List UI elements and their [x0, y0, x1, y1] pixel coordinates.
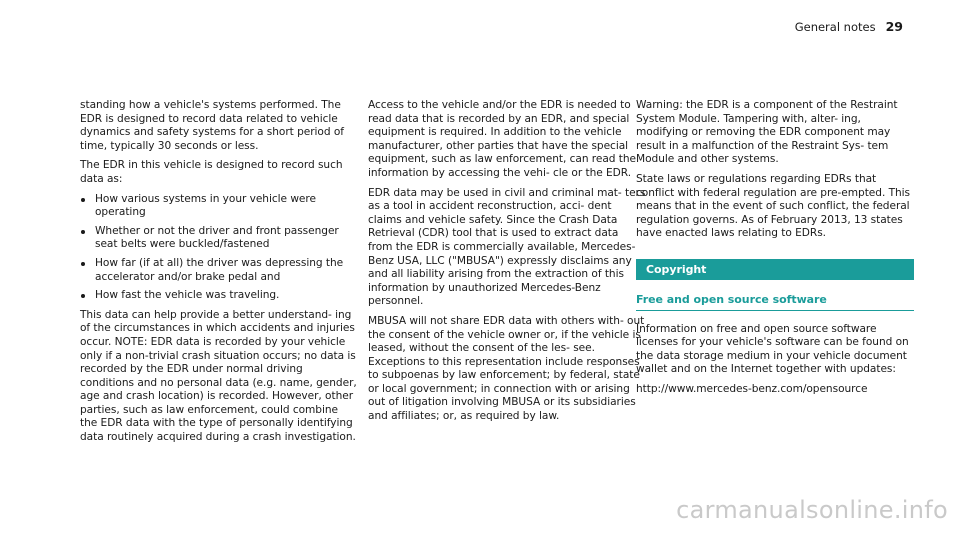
paragraph: Information on free and open source software licenses for your vehicle's software can be found on the data storage medium in your vehicle document wallet and on the Internet together with updates: — [636, 322, 909, 376]
text-column-3 — [636, 99, 914, 403]
paragraph: Access to the vehicle and/or the EDR is needed to read data that is recorded by an EDR, and special equipment is required. In addition to the vehicle manufacturer, other parties that have the special equipment, such as law enforcement, can read the information by accessing the vehi- cle or the EDR. — [368, 99, 637, 179]
paragraph: State laws or regulations regarding EDRs that conflict with federal regulation are pre-empted. This means that in the event of such conflict, the federal regulation governs. As of February 2013, 13 states have enacted laws relating to EDRs. — [636, 172, 911, 240]
paragraph: This data can help provide a better understand- ing of the circumstances in which accidents and injuries occur. NOTE: EDR data is recorded by your vehicle only if a non-trivial crash situation occurs; no data is recorded by the EDR under normal driving conditions and no personal data (e.g. name, gender, age and crash location) is recorded. However, other parties, such as law enforcement, could combine the EDR data with the type of personally identifying data routinely acquired during a crash investigation. — [80, 308, 357, 444]
subsection-title: Free and open source software — [636, 293, 914, 311]
watermark: carmanualsonline.info — [676, 496, 948, 524]
bullet-list — [80, 193, 358, 303]
paragraph: EDR data may be used in civil and criminal mat- ters as a tool in accident reconstruction, acci- dent claims and vehicle safety. Since the Crash Data Retrieval (CDR) tool that is used to extract data from the EDR is commercially available, Mercedes-Benz USA, LLC ("MBUSA") expressly disclaims any and all liability arising from the extraction of this information by unauthorized Mercedes-Benz personnel. — [368, 186, 646, 308]
paragraph: MBUSA will not share EDR data with others with- out the consent of the vehicle owner or, if the vehicle is leased, without the consent of the les- see. Exceptions to this representation include responses to subpoenas by law enforcement; by federal, state or local government; in connection with or arising out of litigation involving MBUSA or its subsidiaries and affiliates; or, as required by law. — [368, 314, 645, 423]
paragraph: The EDR in this vehicle is designed to record such data as: — [80, 159, 343, 185]
opensource-url: http://www.mercedes-benz.com/opensource — [636, 382, 868, 395]
list-item: How various systems in your vehicle were operating — [80, 193, 358, 220]
paragraph: standing how a vehicle's systems performed. The EDR is designed to record data related to vehicle dynamics and safety systems for a short period of time, typically 30 seconds or less. — [80, 99, 344, 152]
text-column-1 — [80, 99, 358, 451]
list-item: How far (if at all) the driver was depressing the accelerator and/or brake pedal and — [80, 257, 358, 284]
page-header — [795, 19, 903, 34]
section-banner-copyright: Copyright — [636, 259, 914, 280]
paragraph: Warning: the EDR is a component of the Restraint System Module. Tampering with, alter- ing, modifying or removing the EDR component may result in a malfunction of the Restraint Sys- tem Module and other systems. — [636, 99, 898, 166]
text-column-2 — [368, 99, 646, 430]
page-number: 29 — [885, 19, 903, 34]
list-item: How fast the vehicle was traveling. — [80, 289, 358, 303]
list-item: Whether or not the driver and front passenger seat belts were buckled/fastened — [80, 225, 358, 252]
header-section-title: General notes — [794, 20, 876, 34]
